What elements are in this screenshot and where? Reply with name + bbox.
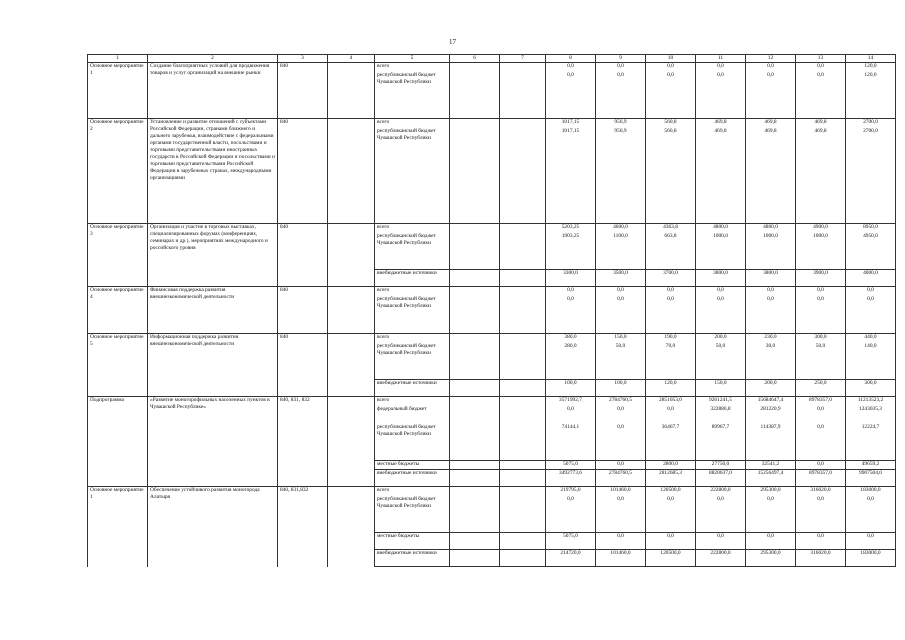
row-col6 [450, 334, 500, 343]
year-value: 8978357,0 [796, 397, 846, 406]
year-value: 100,0 [546, 380, 596, 397]
column-header: 5 [375, 55, 450, 63]
year-value: 1000,0 [796, 233, 846, 270]
funding-source: республиканский бюджет Чувашской Республики [375, 296, 450, 334]
row-col7 [500, 496, 546, 533]
year-value: 0,0 [696, 287, 746, 296]
year-value: 0,0 [646, 533, 696, 550]
year-value: 15256497,4 [746, 470, 796, 487]
year-value: 30,0 [746, 343, 796, 380]
year-value: 0,0 [846, 296, 896, 334]
row-name: Установление и развитие отношений с субъектами Российской Федерации, странами ближнего и дальнего зарубежья, взаимодействие с федеральными органами государственной власти, посольствами и торговыми представительствами иностранных государств в Российской Федерации и посольствами и торговыми представительствами Российской Федерации в зарубежных странах, международными организациями [148, 119, 278, 224]
year-value: 74144,1 [546, 424, 596, 461]
year-value: 50,0 [796, 343, 846, 380]
row-col4 [328, 224, 375, 287]
year-value: 27750,0 [696, 461, 746, 470]
row-col7 [500, 470, 546, 487]
year-value: 0,0 [596, 72, 646, 119]
year-value: 32541,2 [746, 461, 796, 470]
year-value: 469,8 [696, 128, 746, 224]
year-value: 222800,0 [696, 550, 746, 567]
year-value: 219795,0 [546, 487, 596, 496]
year-value: 120500,0 [646, 487, 696, 496]
year-value: 2851053,0 [646, 397, 696, 406]
column-header: 1 [88, 55, 148, 63]
column-header: 10 [646, 55, 696, 63]
year-value: 214720,0 [546, 550, 596, 567]
year-value: 150,0 [696, 380, 746, 397]
row-col7 [500, 63, 546, 72]
year-value: 0,0 [746, 296, 796, 334]
column-header: 2 [148, 55, 278, 63]
funding-source: всего [375, 487, 450, 496]
table-row [88, 487, 896, 496]
year-value: 4950,0 [846, 233, 896, 270]
row-name: Организация и участие в торговых выставках, специализированных форумах (конференциях, семинарах и др.), мероприятиях международного и российского уровня [148, 224, 278, 287]
year-value: 222800,0 [696, 487, 746, 496]
row-status: Подпрограмма [88, 397, 148, 487]
year-value: 2812685,3 [646, 470, 696, 487]
year-value: 190,0 [646, 334, 696, 343]
year-value: 469,8 [696, 119, 746, 128]
year-value: 0,0 [546, 287, 596, 296]
year-value: 15684647,4 [746, 397, 796, 406]
year-value: 956,9 [596, 128, 646, 224]
year-value: 114387,9 [746, 424, 796, 461]
year-value: 4800,0 [746, 224, 796, 233]
row-col6 [450, 233, 500, 270]
column-header: 6 [450, 55, 500, 63]
row-code: 840 [278, 334, 328, 397]
row-col6 [450, 487, 500, 496]
year-value: 0,0 [696, 533, 746, 550]
year-value: 0,0 [696, 296, 746, 334]
column-header: 11 [696, 55, 746, 63]
year-value: 0,0 [596, 406, 646, 424]
row-col6 [450, 550, 500, 567]
row-col6 [450, 496, 500, 533]
year-value: 469,8 [746, 128, 796, 224]
year-value: 0,0 [646, 296, 696, 334]
funding-source: всего [375, 287, 450, 296]
year-value: 295300,0 [746, 487, 796, 496]
funding-source: республиканский бюджет Чувашской Республики [375, 72, 450, 119]
year-value: 0,0 [796, 63, 846, 72]
year-value: 0,0 [646, 72, 696, 119]
year-value: 0,0 [796, 496, 846, 533]
year-value: 1000,0 [696, 233, 746, 270]
year-value: 0,0 [646, 287, 696, 296]
year-value: 120,0 [846, 63, 896, 72]
row-code: 840 [278, 224, 328, 287]
year-value: 12224,7 [846, 424, 896, 461]
year-value: 0,0 [596, 496, 646, 533]
year-value: 0,0 [646, 63, 696, 72]
year-value: 1243035,3 [846, 406, 896, 424]
year-value: 316020,0 [796, 550, 846, 567]
year-value: 150,0 [596, 334, 646, 343]
year-value: 3492773,6 [546, 470, 596, 487]
year-value: 300,0 [796, 334, 846, 343]
year-value: 560,8 [646, 128, 696, 224]
year-value: 322886,8 [696, 406, 746, 424]
row-col7 [500, 380, 546, 397]
year-value: 89967,7 [696, 424, 746, 461]
funding-source: федеральный бюджет [375, 406, 450, 424]
budget-table [87, 54, 896, 567]
year-value: 101460,0 [596, 550, 646, 567]
year-value: 3800,0 [696, 270, 746, 287]
row-name: Создание благоприятных условий для продвижения товаров и услуг организаций на внешние рынки [148, 63, 278, 119]
row-col6 [450, 128, 500, 224]
year-value: 5075,0 [546, 461, 596, 470]
year-value: 9261241,5 [696, 397, 746, 406]
year-value: 9907504,0 [846, 470, 896, 487]
table-row [88, 287, 896, 296]
row-name: Обеспечение устойчивого развития моногорода Алатыря [148, 487, 278, 567]
year-value: 2800,0 [646, 461, 696, 470]
year-value: 0,0 [646, 496, 696, 533]
row-col6 [450, 287, 500, 296]
row-col7 [500, 287, 546, 296]
row-col7 [500, 487, 546, 496]
row-col4 [328, 63, 375, 119]
year-value: 0,0 [796, 533, 846, 550]
funding-source: внебюджетные источники [375, 380, 450, 397]
column-header: 4 [328, 55, 375, 63]
year-value: 469,8 [796, 119, 846, 128]
row-col6 [450, 224, 500, 233]
year-value: 1000,0 [746, 233, 796, 270]
column-header: 8 [546, 55, 596, 63]
year-value: 0,0 [796, 461, 846, 470]
row-col7 [500, 550, 546, 567]
year-value: 0,0 [846, 287, 896, 296]
funding-source: внебюджетные источники [375, 470, 450, 487]
row-status: Основное мероприятие 3 [88, 224, 148, 287]
row-col6 [450, 270, 500, 287]
row-name: Финансовая поддержка развития внешнеэкономической деятельности [148, 287, 278, 334]
row-col4 [328, 119, 375, 224]
year-value: 140,0 [846, 343, 896, 380]
row-col6 [450, 343, 500, 380]
year-value: 0,0 [746, 496, 796, 533]
row-col7 [500, 406, 546, 424]
row-col7 [500, 533, 546, 550]
year-value: 0,0 [546, 406, 596, 424]
year-value: 4600,0 [596, 224, 646, 233]
funding-source: республиканский бюджет Чувашской Республики [375, 424, 450, 461]
row-col4 [328, 334, 375, 397]
year-value: 250,0 [796, 380, 846, 397]
table-row [88, 119, 896, 128]
year-value: 0,0 [546, 72, 596, 119]
year-value: 2700,0 [846, 128, 896, 224]
year-value: 0,0 [796, 406, 846, 424]
row-status: Основное мероприятие 1 [88, 487, 148, 567]
year-value: 2784760,5 [596, 470, 646, 487]
year-value: 11213523,2 [846, 397, 896, 406]
year-value: 0,0 [746, 533, 796, 550]
table-row [88, 224, 896, 233]
row-status: Основное мероприятие 1 [88, 63, 148, 119]
year-value: 2700,0 [846, 119, 896, 128]
year-value: 300,0 [846, 380, 896, 397]
year-value: 183000,0 [846, 487, 896, 496]
page-number: 17 [449, 38, 456, 46]
year-value: 0,0 [796, 72, 846, 119]
year-value: 281220,9 [746, 406, 796, 424]
year-value: 0,0 [696, 72, 746, 119]
year-value: 560,8 [646, 119, 696, 128]
year-value: 280,0 [546, 343, 596, 380]
row-col6 [450, 461, 500, 470]
row-col6 [450, 533, 500, 550]
year-value: 200,0 [696, 334, 746, 343]
row-col6 [450, 380, 500, 397]
year-value: 3571992,7 [546, 397, 596, 406]
year-value: 956,9 [596, 119, 646, 128]
year-value: 5203,25 [546, 224, 596, 233]
year-value: 0,0 [696, 63, 746, 72]
year-value: 295300,0 [746, 550, 796, 567]
table-row [88, 63, 896, 72]
year-value: 200,0 [746, 380, 796, 397]
year-value: 0,0 [596, 63, 646, 72]
row-col7 [500, 424, 546, 461]
year-value: 230,0 [746, 334, 796, 343]
funding-source: местные бюджеты [375, 461, 450, 470]
row-code: 840 [278, 63, 328, 119]
row-col7 [500, 128, 546, 224]
table-row [88, 334, 896, 343]
funding-source: местные бюджеты [375, 533, 450, 550]
year-value: 50,0 [696, 343, 746, 380]
year-value: 1017,15 [546, 119, 596, 128]
year-value: 0,0 [796, 287, 846, 296]
year-value: 120500,0 [646, 550, 696, 567]
year-value: 120,0 [646, 380, 696, 397]
row-status: Основное мероприятие 4 [88, 287, 148, 334]
year-value: 0,0 [746, 63, 796, 72]
year-value: 0,0 [796, 424, 846, 461]
year-value: 0,0 [546, 63, 596, 72]
year-value: 50,0 [596, 343, 646, 380]
row-col7 [500, 334, 546, 343]
row-col6 [450, 424, 500, 461]
funding-source: всего [375, 119, 450, 128]
row-col6 [450, 470, 500, 487]
row-col4 [328, 397, 375, 487]
year-value: 0,0 [846, 533, 896, 550]
year-value: 0,0 [846, 496, 896, 533]
year-value: 469,8 [746, 119, 796, 128]
column-header: 3 [278, 55, 328, 63]
row-code: 840, 831, 832 [278, 397, 328, 487]
row-col7 [500, 296, 546, 334]
row-col7 [500, 119, 546, 128]
row-code: 840 [278, 287, 328, 334]
row-status: Основное мероприятие 5 [88, 334, 148, 397]
year-value: 440,0 [846, 334, 896, 343]
year-value: 4900,0 [796, 224, 846, 233]
row-col6 [450, 397, 500, 406]
year-value: 0,0 [596, 533, 646, 550]
year-value: 70,0 [646, 343, 696, 380]
row-col4 [328, 487, 375, 567]
funding-source: всего [375, 334, 450, 343]
table-body [88, 55, 896, 567]
row-col6 [450, 406, 500, 424]
row-col7 [500, 233, 546, 270]
column-header: 7 [500, 55, 546, 63]
funding-source: республиканский бюджет Чувашской Республики [375, 343, 450, 380]
funding-source: всего [375, 224, 450, 233]
funding-source: республиканский бюджет Чувашской Республики [375, 233, 450, 270]
row-code: 840 [278, 119, 328, 224]
year-value: 1100,0 [596, 233, 646, 270]
row-col6 [450, 72, 500, 119]
year-value: 380,0 [546, 334, 596, 343]
row-col6 [450, 63, 500, 72]
funding-source: республиканский бюджет Чувашской Республики [375, 128, 450, 224]
year-value: 0,0 [596, 424, 646, 461]
year-value: 0,0 [696, 496, 746, 533]
year-value: 8820637,0 [696, 470, 746, 487]
row-col4 [328, 287, 375, 334]
row-status: Основное мероприятие 2 [88, 119, 148, 224]
column-header: 12 [746, 55, 796, 63]
year-value: 183000,0 [846, 550, 896, 567]
year-value: 316020,0 [796, 487, 846, 496]
year-value: 0,0 [746, 287, 796, 296]
column-header: 14 [846, 55, 896, 63]
year-value: 3800,0 [746, 270, 796, 287]
year-value: 0,0 [596, 287, 646, 296]
funding-source: всего [375, 397, 450, 406]
year-value: 0,0 [746, 72, 796, 119]
funding-source: внебюджетные источники [375, 550, 450, 567]
row-col7 [500, 270, 546, 287]
row-col6 [450, 296, 500, 334]
funding-source: всего [375, 63, 450, 72]
year-value: 8978357,0 [796, 470, 846, 487]
year-value: 0,0 [596, 296, 646, 334]
row-col7 [500, 397, 546, 406]
year-value: 5075,0 [546, 533, 596, 550]
row-name: «Развитие моногорофильных населенных пунктов в Чувашской Республике» [148, 397, 278, 487]
funding-source: внебюджетные источники [375, 270, 450, 287]
year-value: 4000,0 [846, 270, 896, 287]
funding-source: республиканский бюджет Чувашской Республики [375, 496, 450, 533]
year-value: 3700,0 [646, 270, 696, 287]
row-col7 [500, 461, 546, 470]
row-col7 [500, 72, 546, 119]
row-col7 [500, 224, 546, 233]
year-value: 4363,8 [646, 224, 696, 233]
year-value: 469,8 [796, 128, 846, 224]
year-value: 3500,0 [596, 270, 646, 287]
row-name: Информационная поддержка развития внешнеэкономической деятельности [148, 334, 278, 397]
year-value: 4800,0 [696, 224, 746, 233]
row-col7 [500, 343, 546, 380]
column-header: 9 [596, 55, 646, 63]
year-value: 1903,25 [546, 233, 596, 270]
year-value: 36467,7 [646, 424, 696, 461]
year-value: 8950,0 [846, 224, 896, 233]
header-row [88, 55, 896, 63]
year-value: 100,0 [596, 380, 646, 397]
row-col6 [450, 119, 500, 128]
year-value: 0,0 [546, 296, 596, 334]
table-row [88, 397, 896, 406]
year-value: 0,0 [646, 406, 696, 424]
column-header: 13 [796, 55, 846, 63]
year-value: 663,8 [646, 233, 696, 270]
year-value: 101460,0 [596, 487, 646, 496]
year-value: 3300,0 [546, 270, 596, 287]
year-value: 49659,2 [846, 461, 896, 470]
year-value: 0,0 [596, 461, 646, 470]
year-value: 3900,0 [796, 270, 846, 287]
row-code: 840, 831,832 [278, 487, 328, 567]
year-value: 0,0 [546, 496, 596, 533]
year-value: 1017,15 [546, 128, 596, 224]
year-value: 120,0 [846, 72, 896, 119]
year-value: 0,0 [796, 296, 846, 334]
year-value: 2784760,5 [596, 397, 646, 406]
